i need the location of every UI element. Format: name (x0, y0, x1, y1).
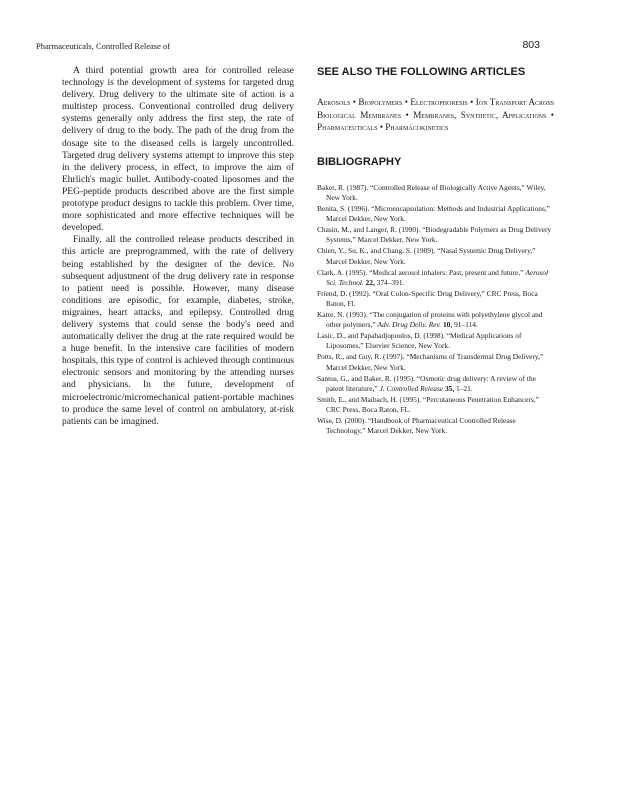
bibliography-entry (317, 268, 554, 288)
bibliography-entry (317, 310, 554, 330)
bibliography-entry-pre: Katre, N. (1993). “The conjugation of proteins with polyethylene glycol and other polymers,” (317, 310, 543, 330)
bibliography-entry-pre: Clark, A. (1995). “Medical aerosol inhalers: Past, present and future,” (317, 267, 526, 277)
bibliography-entry (317, 289, 554, 309)
bibliography-entry (317, 225, 554, 245)
bibliography-entry (317, 395, 554, 415)
body-paragraph: A third potential growth area for controlled release technology is the development of systems for targeted drug delivery. Drug delivery to the ultimate site of action is a multistep process. Conventional controlled drug delivery systems generally only address the first step, the rate of delivery of drug to the body. The path of the drug from the dosage site to the diseased cells is largely uncontrolled. Targeted drug delivery systems attempt to improve this step in the delivery process, in effect, to improve the aim of Ehrlich's magic bullet. Antibody-coated liposomes and the PEG-peptide products described above are the first simple prototype product designs to tackle this problem. Over time, more sophisticated and more effective techniques will be developed. (62, 66, 294, 234)
bibliography-entry (317, 374, 554, 394)
bibliography-entry-pre: Lasic, D., and Papahadjopoulos, D. (1998). “Medical Applications of Liposomes,” Elsevier Science, New York. (317, 331, 522, 351)
bibliography-entry-vol: 10, (441, 320, 453, 330)
bibliography-entry (317, 331, 554, 351)
bibliography-entry-pre: Wise, D. (2000). “Handbook of Pharmaceutical Controlled Release Technology,” Marcel Dekker, New York. (317, 416, 516, 436)
bibliography-entry-post: 1–21. (454, 383, 473, 393)
bibliography-entry (317, 204, 554, 224)
bibliography-entry-vol: 35, (443, 383, 455, 393)
bibliography-entry-post: 91–114. (452, 320, 478, 330)
see-also-heading: SEE ALSO THE FOLLOWING ARTICLES (317, 66, 526, 78)
running-head: Pharmaceuticals, Controlled Release of (36, 41, 171, 51)
bibliography-entry (317, 246, 554, 266)
bibliography-entry-pre: Santus, G., and Baker, R. (1995). “Osmotic drug delivery: A review of the patent literature,” (317, 373, 536, 393)
bibliography-entry-pre: Smith, E., and Maibach, H. (1995). “Percutaneous Penetration Enhancers,” CRC Press, Boca Raton, FL. (317, 394, 539, 415)
body-text-column (62, 65, 294, 428)
bibliography-entry-pre: Chasin, M., and Langer, R. (1990). “Biodegradable Polymers as Drug Delivery Systems,” Marcel Dekker, New York. (317, 225, 552, 245)
bibliography-entry (317, 183, 554, 203)
bibliography-entry-pre: Friend, D. (1992). “Oral Colon-Specific Drug Delivery,” CRC Press, Boca Raton, Fl. (317, 288, 538, 308)
bibliography-entry-pre: Potts, R., and Guy, R. (1997). “Mechanisms of Transdermal Drug Delivery,” Marcel Dekker, New York. (317, 352, 544, 372)
bibliography-entry-pre: Chien, Y., Su, K., and Chang, S. (1989). “Nasal Systemic Drug Delivery,” Marcel Dekker, New York. (317, 246, 536, 266)
bibliography-list (317, 183, 554, 437)
bibliography-entry (317, 416, 554, 436)
bibliography-entry (317, 352, 554, 372)
bibliography-entry-vol: 22, (363, 277, 375, 287)
body-paragraph: Finally, all the controlled release products described in this article are preprogrammed, with the rate of delivery being established by the designer of the device. No subsequent adjustment of the drug delivery rate in response to patient need is possible. However, many disease conditions are episodic, for example, diabetes, stroke, migraines, heart attacks, and epilepsy. Controlled drug delivery systems that could sense the body's need and automatically deliver the drug at the rate required would be a huge benefit. In the intensive care facilities of modern hospitals, this type of control is achieved through continuous electronic sensors and monitoring by the attending nurses and physicians. In the future, development of microelectronic/micromechanical patient-portable machines to produce the same level of control on ambulatory, at-risk patients can be imagined. (62, 235, 294, 427)
bibliography-entry-pre: Baker, R. (1987). “Controlled Release of Biologically Active Agents,” Wiley, New York. (317, 182, 546, 202)
bibliography-entry-ital: Adv. Drug Deliv. Rev. (377, 320, 442, 330)
right-column (317, 65, 554, 437)
bibliography-entry-post: 374–391. (374, 277, 405, 287)
bibliography-entry-ital: J. Controlled Release (379, 383, 444, 393)
bibliography-entry-pre: Benita, S. (1996). “Microencapsulation: Methods and Industrial Applications,” Marcel Dekker, New York. (317, 203, 550, 224)
page-number: 803 (522, 39, 540, 51)
bibliography-entry-ital: Aerosol Sci. Technol. (326, 267, 549, 287)
bibliography-heading: BIBLIOGRAPHY (317, 155, 402, 168)
see-also-list: Aerosols • Biopolymers • Electrophoresis • Ion Transport Across Biological Membranes • Membranes, Synthetic, Applications • Pharmaceuticals • Pharmacokinetics (317, 97, 554, 133)
